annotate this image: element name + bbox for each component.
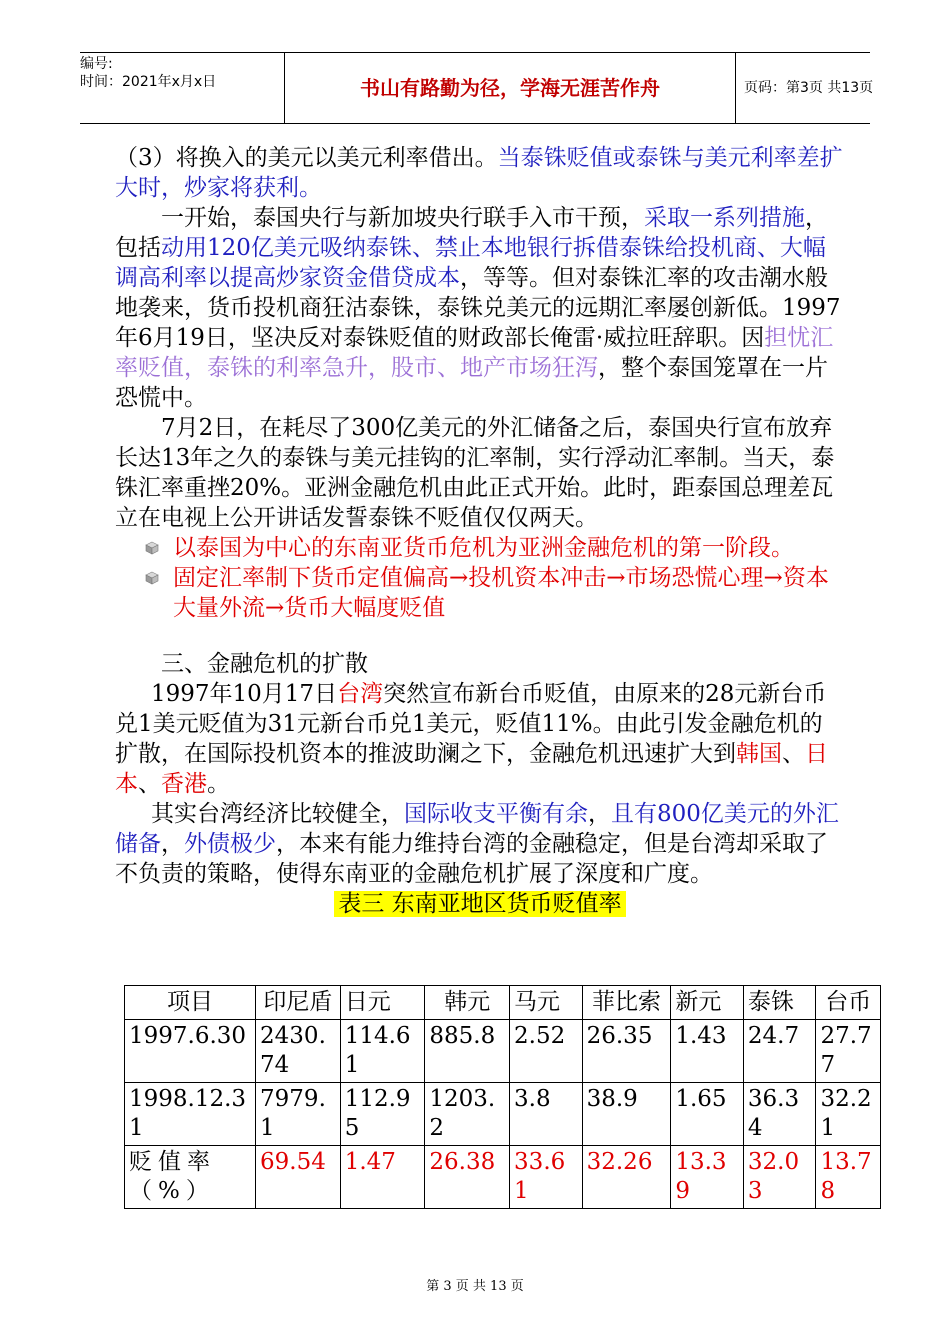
paragraph-1: （3）将换入的美元以美元利率借出。当泰铢贬值或泰铢与美元利率差扩大时，炒家将获利。 (115, 145, 843, 201)
table-header-cell: 新元 (671, 986, 744, 1020)
table-cell: 贬值率（%） (125, 1146, 256, 1209)
time-label: 时间：2021年x月x日 (80, 74, 217, 90)
table-header-cell: 马元 (510, 986, 583, 1020)
table-cell: 1.65 (671, 1083, 744, 1146)
table-cell: 1203.2 (425, 1083, 510, 1146)
table-header-cell: 菲比索 (582, 986, 671, 1020)
table-cell: 1997.6.30 (125, 1020, 256, 1083)
table-cell: 13.78 (816, 1146, 881, 1209)
table-cell: 1.47 (340, 1146, 425, 1209)
table-cell: 38.9 (582, 1083, 671, 1146)
table-cell: 7979.1 (256, 1083, 341, 1146)
table-cell: 1.43 (671, 1020, 744, 1083)
depreciation-table (124, 985, 881, 1209)
table-header-cell: 韩元 (425, 986, 510, 1020)
table-header-row (125, 986, 881, 1020)
table-cell: 114.61 (340, 1020, 425, 1083)
header-meta (80, 53, 280, 125)
bullet-item-1: 以泰国为中心的东南亚货币危机为亚洲金融危机的第一阶段。 (115, 533, 845, 563)
table-row (125, 1146, 881, 1209)
table-cell: 36.34 (743, 1083, 816, 1146)
cube-bullet-icon (145, 541, 159, 555)
table-header-cell: 泰铢 (743, 986, 816, 1020)
table-cell: 32.03 (743, 1146, 816, 1209)
table-row (125, 1020, 881, 1083)
table-cell: 885.8 (425, 1020, 510, 1083)
table-cell: 2.52 (510, 1020, 583, 1083)
table-cell: 1998.12.31 (125, 1083, 256, 1146)
header-page-info: 页码：第3页 共13页 (744, 80, 874, 96)
table-cell: 27.77 (816, 1020, 881, 1083)
page-header (80, 52, 874, 124)
table-cell: 13.39 (671, 1146, 744, 1209)
table-header-cell: 台币 (816, 986, 881, 1020)
table-cell: 3.8 (510, 1083, 583, 1146)
table-row (125, 1083, 881, 1146)
header-motto: 书山有路勤为径，学海无涯苦作舟 (284, 53, 736, 123)
table-caption: 表三 东南亚地区货币贬值率 (115, 889, 845, 919)
number-label: 编号: (80, 56, 113, 72)
table-header-cell: 日元 (340, 986, 425, 1020)
table-cell: 32.26 (582, 1146, 671, 1209)
page-footer: 第 3 页 共 13 页 (426, 1279, 524, 1294)
table-cell: 32.21 (816, 1083, 881, 1146)
paragraph-3: 7月2日，在耗尽了300亿美元的外汇储备之后，泰国央行宣布放弃长达13年之久的泰铢与美元挂钩的汇率制，实行浮动汇率制。当天，泰铢汇率重挫20%。亚洲金融危机由此正式开始。此时，距泰国总理差瓦立在电视上公开讲话发誓泰铢不贬值仅仅两天。 (115, 415, 835, 531)
cube-bullet-icon (145, 571, 159, 585)
paragraph-4: 1997年10月17日台湾突然宣布新台币贬值，由原来的28元新台币兑1美元贬值为31元新台币兑1美元，贬值11%。由此引发金融危机的扩散，在国际投机资本的推波助澜之下，金融危机迅速扩大到韩国、日本、香港。 (115, 681, 828, 797)
spacer (115, 623, 845, 649)
section-title: 三、金融危机的扩散 (161, 651, 368, 677)
table-cell: 26.38 (425, 1146, 510, 1209)
table-cell: 2430.74 (256, 1020, 341, 1083)
paragraph-2: 一开始，泰国央行与新加坡央行联手入市干预，采取一系列措施，包括动用120亿美元吸纳泰铢、禁止本地银行拆借泰铢给投机商、大幅调高利率以提高炒家资金借贷成本，等等。但对泰铢汇率的攻击潮水般地袭来，货币投机商狂沽泰铢，泰铢兑美元的远期汇率屡创新低。1997年6月19日，坚决反对泰铢贬值的财政部长俺雷·威拉旺辞职。因担忧汇率贬值，泰铢的利率急升，股市、地产市场狂泻，整个泰国笼罩在一片恐慌中。 (115, 205, 841, 411)
bullet-item-2: 固定汇率制下货币定值偏高→投机资本冲击→市场恐慌心理→资本大量外流→货币大幅度贬值 (115, 563, 845, 623)
table-header-cell: 印尼盾 (256, 986, 341, 1020)
table-cell: 24.7 (743, 1020, 816, 1083)
table-cell: 69.54 (256, 1146, 341, 1209)
table-header-cell: 项目 (125, 986, 256, 1020)
paragraph-5: 其实台湾经济比较健全，国际收支平衡有余，且有800亿美元的外汇储备，外债极少，本来有能力维持台湾的金融稳定，但是台湾却采取了不负责的策略，使得东南亚的金融危机扩展了深度和广度。 (115, 801, 839, 887)
document-body (115, 143, 845, 919)
table-cell: 33.61 (510, 1146, 583, 1209)
table-cell: 112.95 (340, 1083, 425, 1146)
table-cell: 26.35 (582, 1020, 671, 1083)
